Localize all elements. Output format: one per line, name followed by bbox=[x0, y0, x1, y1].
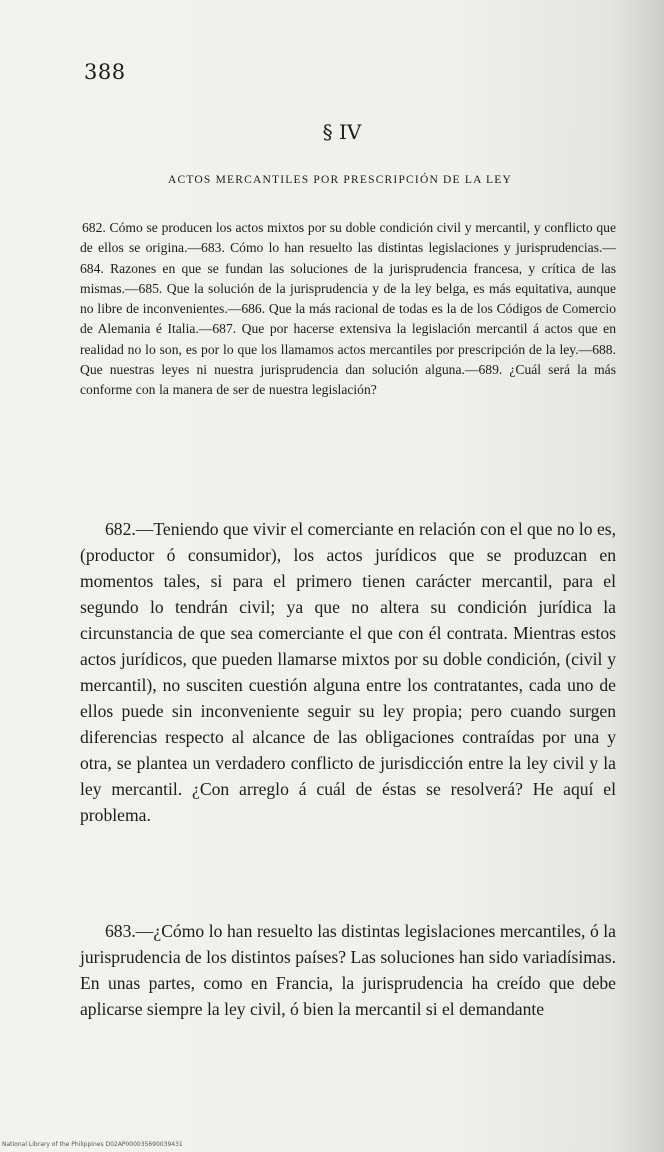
paragraph-682: 682.—Teniendo que vivir el comerciante en relación con el que no lo es, (productor ó consumidor), los actos jurídicos que se produzcan en momentos tales, si para el primero tienen carácter mercantil, para el segundo lo tendrán civil; ya que no altera su condición jurídica la circunstancia de que sea comerciante el que con él contrata. Mientras estos actos jurídicos, que pueden llamarse mixtos por su doble condición, (civil y mercantil), no susciten cuestión alguna entre los contratantes, cada uno de ellos puede sin inconveniente seguir su ley propia; pero cuando surgen diferencias respecto al alcance de las obligaciones contraídas por una y otra, se plantea un verdadero conflicto de jurisdicción entre la ley civil y la ley mercantil. ¿Con arreglo á cuál de éstas se resolverá? He aquí el problema. bbox=[80, 519, 616, 825]
section-title: § IV bbox=[322, 120, 362, 144]
page-number: 388 bbox=[84, 60, 126, 84]
paragraph-683: 683.—¿Cómo lo han resuelto las distintas legislaciones mercantiles, ó la jurisprudencia de los distintos países? Las soluciones han sido variadísimas. En unas partes, como en Francia, la jurisprudencia ha creído que debe aplicarse siempre la ley civil, ó bien la mercantil si el demandante bbox=[80, 921, 616, 1019]
library-credit: National Library of the Philippines D02AP000035690039431 bbox=[2, 1141, 183, 1148]
chapter-summary: 682. Cómo se producen los actos mixtos por su doble condición civil y mercantil, y conflicto que de ellos se origina.—683. Cómo lo han resuelto las distintas legislaciones y jurisprudencias.—684. Razones en que se fundan las soluciones de la jurisprudencia francesa, y crítica de las mismas.—685. Que la solución de la jurisprudencia y de la ley belga, es más equitativa, aunque no libre de inconvenientes.—686. Que la más racional de todas es la de los Códigos de Comercio de Alemania é Italia.—687. Que por hacerse extensiva la legislación mercantil á actos que en realidad no lo son, es por lo que los llamamos actos mercantiles por prescripción de la ley.—688. Que nuestras leyes ni nuestra jurisprudencia dan solución alguna.—689. ¿Cuál será la más conforme con la manera de ser de nuestra legislación? bbox=[80, 220, 616, 398]
section-subtitle: ACTOS MERCANTILES POR PRESCRIPCIÓN DE LA LEY bbox=[168, 174, 512, 186]
